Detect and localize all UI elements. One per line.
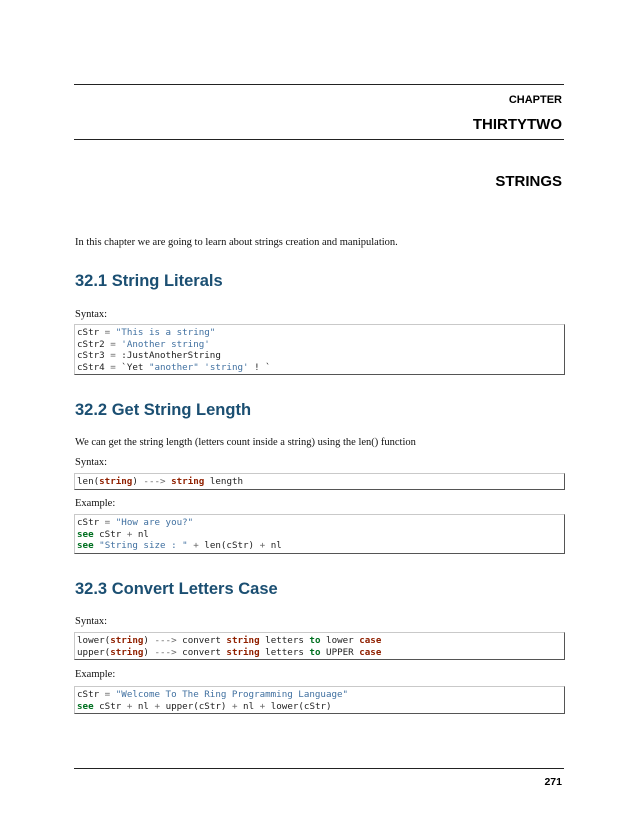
code-token: "Welcome To The Ring Programming Language" <box>115 689 349 700</box>
code-token: ) <box>143 635 155 646</box>
code-line <box>77 529 564 541</box>
code-token: ---> <box>154 646 177 658</box>
code-block-len-example <box>74 514 565 554</box>
code-token: string <box>226 635 260 646</box>
code-token: to <box>309 635 321 646</box>
code-token: nl <box>237 700 260 712</box>
code-token: ---> <box>154 635 177 646</box>
chapter-label: CHAPTER <box>508 94 562 106</box>
code-token: = <box>110 361 122 373</box>
code-line <box>77 635 564 647</box>
code-token: + <box>126 528 133 540</box>
code-token: length <box>204 476 244 487</box>
code-token: "String size : " <box>99 540 188 552</box>
code-token: `Yet <box>121 361 149 373</box>
code-token: ! ` <box>248 361 271 373</box>
code-token: cStr <box>77 327 105 338</box>
code-token: lower <box>320 635 360 646</box>
code-token: see <box>77 700 94 712</box>
code-token: upper(cStr) <box>160 700 232 712</box>
code-token: nl <box>265 540 282 552</box>
code-token: "another" <box>148 361 199 373</box>
code-block-literals <box>74 324 565 375</box>
code-token: ) <box>132 476 144 487</box>
code-token: = <box>104 689 116 700</box>
code-token: ) <box>143 646 155 658</box>
code-token: cStr <box>77 517 105 528</box>
code-token: = <box>104 327 116 338</box>
header-rule-bottom <box>74 139 564 140</box>
code-token: 'string' <box>204 361 249 373</box>
syntax-label: Syntax: <box>75 309 108 320</box>
code-token: "How are you?" <box>115 517 194 528</box>
code-token: + <box>259 700 266 712</box>
code-token: + <box>231 700 238 712</box>
code-line <box>77 362 564 374</box>
code-token: see <box>77 540 94 552</box>
code-token: + <box>259 540 266 552</box>
code-token: upper( <box>77 646 111 658</box>
code-token: nl <box>132 528 149 540</box>
code-token: case <box>359 635 382 646</box>
code-token: = <box>104 517 116 528</box>
syntax-label: Syntax: <box>75 616 108 627</box>
code-line <box>77 327 564 339</box>
code-token: + <box>154 700 161 712</box>
code-token: string <box>171 476 205 487</box>
code-token: cStr3 <box>77 350 111 362</box>
code-token: nl <box>132 700 155 712</box>
section-heading-convert-case: 32.3 Convert Letters Case <box>75 580 278 598</box>
code-line <box>77 339 564 351</box>
code-token: 'Another string' <box>121 338 210 350</box>
code-line <box>77 350 564 362</box>
code-token: to <box>309 646 321 658</box>
code-token: cStr4 <box>77 361 111 373</box>
code-line <box>77 689 564 701</box>
intro-paragraph: In this chapter we are going to learn about strings creation and manipulation. <box>75 237 398 248</box>
section-paragraph: We can get the string length (letters count inside a string) using the len() function <box>75 437 416 448</box>
example-label: Example: <box>75 669 116 680</box>
code-token: UPPER <box>320 646 360 658</box>
code-token: lower(cStr) <box>265 700 332 712</box>
syntax-label: Syntax: <box>75 457 108 468</box>
code-token: string <box>110 646 144 658</box>
code-token: convert <box>176 646 227 658</box>
header-rule-top <box>74 84 564 85</box>
code-token: string <box>110 635 144 646</box>
code-token: string <box>226 646 260 658</box>
code-token: letters <box>259 635 310 646</box>
code-token: cStr2 <box>77 338 111 350</box>
code-token: see <box>77 528 94 540</box>
code-line <box>77 701 564 713</box>
code-line <box>77 476 564 488</box>
code-token: + <box>126 700 133 712</box>
code-token: convert <box>176 635 227 646</box>
code-line <box>77 517 564 529</box>
code-token: :JustAnotherString <box>121 350 221 362</box>
code-block-case-example <box>74 686 565 714</box>
chapter-title: STRINGS <box>495 173 562 190</box>
code-token: "This is a string" <box>115 327 216 338</box>
code-token: len( <box>77 476 100 487</box>
code-token: letters <box>259 646 310 658</box>
footer-rule <box>74 768 564 769</box>
code-block-len-syntax <box>74 473 565 490</box>
code-line <box>77 647 564 659</box>
code-token: = <box>110 350 122 362</box>
code-token: cStr <box>77 689 105 700</box>
page-number: 271 <box>544 776 562 788</box>
section-heading-string-literals: 32.1 String Literals <box>75 272 223 290</box>
section-heading-string-length: 32.2 Get String Length <box>75 401 252 419</box>
code-token: ---> <box>143 476 166 487</box>
code-token: len(cStr) <box>198 540 260 552</box>
code-token: cStr <box>93 700 127 712</box>
code-token: cStr <box>93 528 127 540</box>
example-label: Example: <box>75 498 116 509</box>
code-token: + <box>193 540 199 552</box>
chapter-number: THIRTYTWO <box>472 116 562 133</box>
code-token: = <box>110 338 122 350</box>
code-token: lower( <box>77 635 111 646</box>
code-line <box>77 540 564 552</box>
code-token: case <box>359 646 382 658</box>
code-token: string <box>99 476 133 487</box>
code-block-case-syntax <box>74 632 565 660</box>
